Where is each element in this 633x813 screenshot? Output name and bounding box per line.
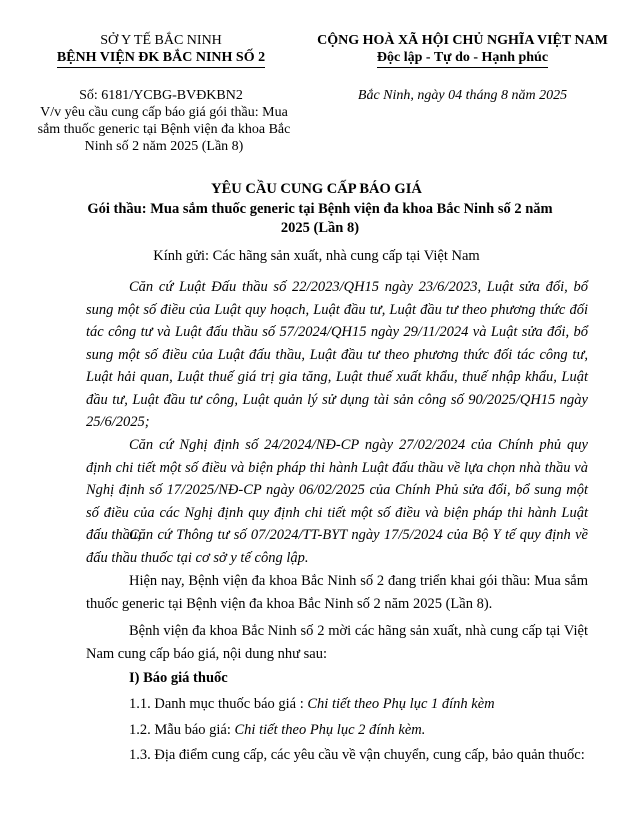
item-value: Chi tiết theo Phụ lục 1 đính kèm (307, 696, 495, 712)
national-motto: Độc lập - Tự do - Hạnh phúc (377, 49, 548, 68)
legal-basis-circular: Căn cứ Thông tư số 07/2024/TT-BYT ngày 17/5/2024 của Bộ Y tế quy định về đấu thầu thuốc tại cơ sở y tế công lập. (86, 527, 588, 566)
document-number: Số: 6181/YCBG-BVĐKBN2 (79, 88, 243, 103)
item-label: 1.2. Mẫu báo giá: (129, 722, 235, 738)
legal-basis-decree: Căn cứ Nghị định số 24/2024/NĐ-CP ngày 27/02/2024 của Chính phủ quy định chi tiết một số điều và biện pháp thi hành Luật đấu thầu về lựa chọn nhà thầu và Nghị định số 17/2025/NĐ-CP ngày 06/02/2025 của Chính Phủ sửa đổi, bổ sung một số điều của các Nghị định quy định chi tiết một số điều và biện pháp thi hành Luật đấu thầu; (86, 437, 588, 543)
authority-name: SỞ Y TẾ BẮC NINH (100, 33, 222, 48)
package-title: Gói thầu: Mua sắm thuốc generic tại Bệnh viện đa khoa Bắc Ninh số 2 năm 2025 (Lần 8) (87, 201, 553, 236)
date-line: Bắc Ninh, ngày 04 tháng 8 năm 2025 (357, 88, 568, 103)
header-left (22, 32, 300, 68)
list-item (129, 693, 589, 716)
item-label: 1.3. Địa điểm cung cấp, các yêu cầu về vận chuyển, cung cấp, bảo quản thuốc: (129, 747, 585, 763)
section-heading: I) Báo giá thuốc (129, 670, 228, 686)
list-item (129, 719, 589, 742)
document-subject: V/v yêu cầu cung cấp báo giá gói thầu: Mua sắm thuốc generic tại Bệnh viện đa khoa Bắc Ninh số 2 năm 2025 (Lần 8) (37, 105, 291, 154)
list-item (86, 744, 588, 767)
header-right (300, 32, 625, 68)
item-label: 1.1. Danh mục thuốc báo giá : (129, 696, 308, 712)
paragraph-invite: Bệnh viện đa khoa Bắc Ninh số 2 mời các hãng sản xuất, nhà cung cấp tại Việt Nam cung cấp báo giá, nội dung như sau: (86, 623, 588, 662)
item-value: Chi tiết theo Phụ lục 2 đính kèm. (234, 722, 426, 738)
hospital-name: BỆNH VIỆN ĐK BẮC NINH SỐ 2 (57, 49, 265, 68)
legal-basis-law: Căn cứ Luật Đấu thầu số 22/2023/QH15 ngày 23/6/2023, Luật sửa đổi, bổ sung một số điều của Luật quy hoạch, Luật đầu tư, Luật đầu tư theo phương thức đối tác công tư và Luật đấu thầu số 57/2024/QH15 ngày 29/11/2024 và Luật sửa đổi, bổ sung một số điều của Luật đấu thầu, Luật đầu tư theo phương thức đối tác công tư, Luật hải quan, Luật thuế giá trị gia tăng, Luật thuế xuất khẩu, thuế nhập khẩu, Luật đầu tư, Luật đầu tư công, Luật quản lý sử dụng tài sản công số 90/2025/QH15 ngày 25/6/2025; (86, 279, 588, 430)
document-title: YÊU CẦU CUNG CẤP BÁO GIÁ (211, 181, 422, 197)
paragraph-current: Hiện nay, Bệnh viện đa khoa Bắc Ninh số 2 đang triển khai gói thầu: Mua sắm thuốc generic tại Bệnh viện đa khoa Bắc Ninh số 2 năm 2025 (Lần 8). (86, 573, 588, 612)
greeting: Kính gửi: Các hãng sản xuất, nhà cung cấp tại Việt Nam (153, 248, 480, 264)
nation-title: CỘNG HOÀ XÃ HỘI CHỦ NGHĨA VIỆT NAM (317, 33, 608, 48)
